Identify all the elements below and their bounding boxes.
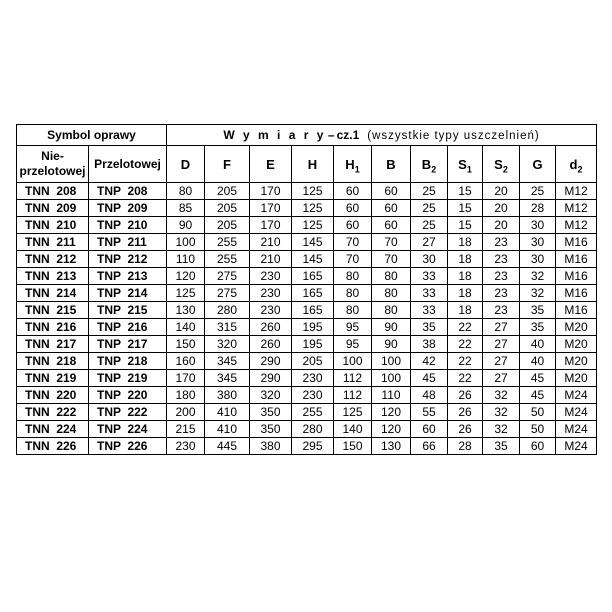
table-row: [17, 200, 597, 217]
cell-value: 160: [167, 353, 205, 370]
dimensions-table: [16, 124, 597, 455]
cell-value: 130: [372, 438, 411, 455]
cell-symbol-tnp: TNP 220: [89, 387, 167, 404]
cell-value: 100: [372, 370, 411, 387]
cell-value: 120: [372, 421, 411, 438]
cell-value: 25: [411, 183, 448, 200]
cell-value: 100: [167, 234, 205, 251]
cell-value: 80: [372, 285, 411, 302]
cell-value: 30: [411, 251, 448, 268]
cell-value: 170: [250, 217, 292, 234]
cell-value: 380: [205, 387, 250, 404]
cell-value: 230: [292, 387, 334, 404]
cell-value: 22: [448, 319, 483, 336]
cell-symbol-tnn: TNN 226: [17, 438, 89, 455]
table-row: [17, 353, 597, 370]
cell-value: 95: [334, 336, 372, 353]
cell-value: 150: [167, 336, 205, 353]
cell-value: 80: [334, 285, 372, 302]
dimensions-dash: –: [327, 128, 335, 142]
table-row: [17, 268, 597, 285]
table-row: [17, 370, 597, 387]
dimensions-title: W y m i a r y: [223, 128, 326, 142]
cell-value: 15: [448, 200, 483, 217]
cell-value: 255: [292, 404, 334, 421]
cell-value: 60: [334, 200, 372, 217]
col-header-przelotowej: Przelotowej: [89, 146, 167, 183]
cell-value: M16: [556, 268, 597, 285]
cell-value: M24: [556, 387, 597, 404]
cell-value: 80: [372, 268, 411, 285]
cell-value: 110: [167, 251, 205, 268]
col-header-dim-subscript: 1: [354, 164, 360, 175]
cell-symbol-tnp: TNP 208: [89, 183, 167, 200]
cell-value: M16: [556, 285, 597, 302]
cell-symbol-tnn: TNN 210: [17, 217, 89, 234]
cell-value: 70: [372, 234, 411, 251]
col-header-nie-line1: Nie-: [41, 149, 64, 163]
col-header-dim: [483, 146, 520, 183]
cell-value: 60: [372, 200, 411, 217]
cell-value: 170: [167, 370, 205, 387]
cell-value: 35: [520, 302, 556, 319]
table-row: [17, 285, 597, 302]
cell-value: 60: [411, 421, 448, 438]
cell-value: 27: [483, 336, 520, 353]
cell-value: 120: [372, 404, 411, 421]
cell-symbol-tnn: TNN 224: [17, 421, 89, 438]
cell-value: M12: [556, 183, 597, 200]
col-header-nie-line2: przelotowej: [19, 164, 86, 178]
cell-value: 290: [250, 353, 292, 370]
col-header-dim-subscript: 1: [466, 164, 472, 175]
cell-value: 20: [483, 200, 520, 217]
cell-value: 260: [250, 319, 292, 336]
cell-value: 60: [372, 217, 411, 234]
cell-value: 70: [372, 251, 411, 268]
cell-value: 210: [250, 251, 292, 268]
cell-value: 27: [483, 353, 520, 370]
col-header-dim-symbol: F: [223, 156, 231, 172]
cell-value: 33: [411, 302, 448, 319]
cell-value: 60: [334, 217, 372, 234]
cell-value: 30: [520, 251, 556, 268]
symbol-header: Symbol oprawy: [17, 125, 167, 146]
cell-symbol-tnn: TNN 211: [17, 234, 89, 251]
cell-value: 205: [292, 353, 334, 370]
cell-value: 70: [334, 251, 372, 268]
cell-symbol-tnp: TNP 211: [89, 234, 167, 251]
cell-symbol-tnn: TNN 220: [17, 387, 89, 404]
col-header-dim-subscript: 2: [502, 164, 508, 175]
cell-value: 180: [167, 387, 205, 404]
cell-value: 280: [205, 302, 250, 319]
cell-value: 165: [292, 285, 334, 302]
cell-value: 20: [483, 183, 520, 200]
cell-value: 27: [411, 234, 448, 251]
cell-value: 18: [448, 302, 483, 319]
dimensions-header: [167, 125, 597, 146]
cell-value: M12: [556, 200, 597, 217]
col-header-dim: [205, 146, 250, 183]
col-header-dim: [250, 146, 292, 183]
cell-value: 22: [448, 370, 483, 387]
cell-value: 350: [250, 421, 292, 438]
cell-value: 23: [483, 285, 520, 302]
cell-value: 230: [250, 302, 292, 319]
cell-value: 255: [205, 234, 250, 251]
cell-value: 170: [250, 200, 292, 217]
cell-symbol-tnp: TNP 215: [89, 302, 167, 319]
cell-value: 32: [520, 285, 556, 302]
cell-value: 205: [205, 183, 250, 200]
cell-value: M20: [556, 353, 597, 370]
cell-value: M24: [556, 438, 597, 455]
cell-value: 22: [448, 336, 483, 353]
cell-value: 345: [205, 370, 250, 387]
cell-symbol-tnp: TNP 212: [89, 251, 167, 268]
col-header-dim: [167, 146, 205, 183]
cell-value: 26: [448, 421, 483, 438]
cell-value: 32: [520, 268, 556, 285]
cell-value: 230: [167, 438, 205, 455]
cell-value: 35: [520, 319, 556, 336]
cell-value: 345: [205, 353, 250, 370]
cell-value: 125: [292, 217, 334, 234]
table-row: [17, 404, 597, 421]
cell-value: 112: [334, 387, 372, 404]
cell-value: 145: [292, 251, 334, 268]
cell-symbol-tnn: TNN 218: [17, 353, 89, 370]
cell-value: 26: [448, 404, 483, 421]
cell-value: 410: [205, 421, 250, 438]
cell-value: 35: [483, 438, 520, 455]
cell-value: 230: [250, 268, 292, 285]
col-header-dim-symbol: G: [532, 156, 543, 172]
cell-value: M12: [556, 217, 597, 234]
table-row: [17, 217, 597, 234]
cell-value: 23: [483, 268, 520, 285]
dimensions-note: (wszystkie typy uszczelnień): [367, 130, 540, 142]
cell-value: 320: [205, 336, 250, 353]
cell-value: 80: [372, 302, 411, 319]
table-row: [17, 387, 597, 404]
cell-value: 32: [483, 421, 520, 438]
cell-value: 210: [250, 234, 292, 251]
col-header-dim-symbol: S: [494, 156, 503, 172]
cell-symbol-tnp: TNP 218: [89, 353, 167, 370]
cell-value: 33: [411, 268, 448, 285]
cell-value: 90: [372, 336, 411, 353]
cell-symbol-tnp: TNP 210: [89, 217, 167, 234]
cell-value: 125: [334, 404, 372, 421]
col-header-dim-symbol: H: [345, 156, 355, 172]
col-header-dim-symbol: B: [421, 156, 432, 172]
cell-value: 40: [520, 336, 556, 353]
col-header-dim-symbol: d: [569, 156, 578, 172]
cell-value: 42: [411, 353, 448, 370]
cell-value: 40: [520, 353, 556, 370]
cell-value: 215: [167, 421, 205, 438]
cell-value: 60: [372, 183, 411, 200]
table-row: [17, 319, 597, 336]
cell-value: 140: [334, 421, 372, 438]
cell-value: 230: [250, 285, 292, 302]
table-body: [17, 183, 597, 455]
cell-value: 30: [520, 234, 556, 251]
cell-value: M20: [556, 370, 597, 387]
cell-value: 45: [411, 370, 448, 387]
cell-value: M24: [556, 404, 597, 421]
cell-value: 150: [334, 438, 372, 455]
dimensions-part: cz.1: [336, 128, 360, 142]
col-header-dim-subscript: 2: [431, 164, 437, 175]
cell-symbol-tnn: TNN 217: [17, 336, 89, 353]
table-row: [17, 183, 597, 200]
cell-value: 170: [250, 183, 292, 200]
cell-value: 30: [520, 217, 556, 234]
cell-symbol-tnp: TNP 217: [89, 336, 167, 353]
col-header-dim-symbol: E: [266, 156, 275, 172]
cell-value: 80: [334, 268, 372, 285]
cell-value: 15: [448, 217, 483, 234]
col-header-dim-symbol: D: [180, 156, 191, 172]
col-header-nieprzelotowej: [17, 146, 89, 183]
cell-value: 410: [205, 404, 250, 421]
cell-symbol-tnp: TNP 214: [89, 285, 167, 302]
cell-symbol-tnp: TNP 219: [89, 370, 167, 387]
cell-value: 125: [292, 183, 334, 200]
cell-value: 145: [292, 234, 334, 251]
col-header-dim: [411, 146, 448, 183]
cell-value: 38: [411, 336, 448, 353]
col-header-dim-symbol: B: [386, 156, 396, 172]
cell-value: 23: [483, 302, 520, 319]
cell-value: 28: [448, 438, 483, 455]
table-row: [17, 421, 597, 438]
cell-value: 45: [520, 370, 556, 387]
cell-value: 125: [292, 200, 334, 217]
table-row: [17, 251, 597, 268]
cell-value: 15: [448, 183, 483, 200]
cell-value: 195: [292, 336, 334, 353]
cell-value: 85: [167, 200, 205, 217]
cell-value: 23: [483, 234, 520, 251]
cell-value: 66: [411, 438, 448, 455]
cell-value: 140: [167, 319, 205, 336]
table-row: [17, 438, 597, 455]
cell-symbol-tnn: TNN 208: [17, 183, 89, 200]
cell-value: 22: [448, 353, 483, 370]
header-row-columns: [17, 146, 597, 183]
cell-value: 50: [520, 404, 556, 421]
table-row: [17, 336, 597, 353]
cell-value: 26: [448, 387, 483, 404]
cell-value: 55: [411, 404, 448, 421]
cell-value: 290: [250, 370, 292, 387]
cell-value: 32: [483, 404, 520, 421]
cell-value: 380: [250, 438, 292, 455]
cell-value: 130: [167, 302, 205, 319]
cell-value: 32: [483, 387, 520, 404]
cell-value: 280: [292, 421, 334, 438]
cell-value: M20: [556, 319, 597, 336]
cell-value: 275: [205, 285, 250, 302]
cell-value: 18: [448, 285, 483, 302]
cell-symbol-tnn: TNN 209: [17, 200, 89, 217]
cell-value: 18: [448, 268, 483, 285]
cell-value: 60: [334, 183, 372, 200]
cell-value: 20: [483, 217, 520, 234]
col-header-dim: [372, 146, 411, 183]
cell-value: 195: [292, 319, 334, 336]
cell-symbol-tnn: TNN 214: [17, 285, 89, 302]
cell-value: 295: [292, 438, 334, 455]
cell-value: 90: [372, 319, 411, 336]
cell-value: M16: [556, 234, 597, 251]
col-header-dim-symbol: H: [307, 156, 318, 172]
cell-symbol-tnn: TNN 222: [17, 404, 89, 421]
cell-value: 25: [520, 183, 556, 200]
header-row-top: [17, 125, 597, 146]
cell-value: 100: [372, 353, 411, 370]
cell-symbol-tnp: TNP 226: [89, 438, 167, 455]
cell-value: 27: [483, 319, 520, 336]
cell-value: 45: [520, 387, 556, 404]
cell-value: 27: [483, 370, 520, 387]
cell-value: 28: [520, 200, 556, 217]
cell-symbol-tnp: TNP 209: [89, 200, 167, 217]
cell-value: 445: [205, 438, 250, 455]
cell-value: 125: [167, 285, 205, 302]
cell-value: 23: [483, 251, 520, 268]
cell-symbol-tnn: TNN 219: [17, 370, 89, 387]
table-row: [17, 302, 597, 319]
cell-value: 350: [250, 404, 292, 421]
cell-value: 112: [334, 370, 372, 387]
cell-value: 200: [167, 404, 205, 421]
cell-value: 165: [292, 268, 334, 285]
cell-symbol-tnn: TNN 212: [17, 251, 89, 268]
cell-symbol-tnn: TNN 213: [17, 268, 89, 285]
col-header-dim: [334, 146, 372, 183]
cell-value: 275: [205, 268, 250, 285]
cell-value: 315: [205, 319, 250, 336]
cell-value: 80: [334, 302, 372, 319]
cell-value: M20: [556, 336, 597, 353]
cell-value: 120: [167, 268, 205, 285]
cell-value: 205: [205, 217, 250, 234]
cell-value: 100: [334, 353, 372, 370]
table-row: [17, 234, 597, 251]
cell-value: M24: [556, 421, 597, 438]
cell-symbol-tnp: TNP 222: [89, 404, 167, 421]
cell-symbol-tnp: TNP 216: [89, 319, 167, 336]
cell-symbol-tnn: TNN 216: [17, 319, 89, 336]
cell-value: 80: [167, 183, 205, 200]
cell-value: 230: [292, 370, 334, 387]
col-header-dim-subscript: 2: [577, 164, 583, 175]
cell-value: 18: [448, 234, 483, 251]
cell-value: 110: [372, 387, 411, 404]
cell-value: M16: [556, 251, 597, 268]
cell-value: 50: [520, 421, 556, 438]
cell-value: 25: [411, 217, 448, 234]
col-header-dim: [520, 146, 556, 183]
cell-value: 320: [250, 387, 292, 404]
cell-value: M16: [556, 302, 597, 319]
cell-value: 205: [205, 200, 250, 217]
cell-value: 18: [448, 251, 483, 268]
cell-value: 60: [520, 438, 556, 455]
cell-value: 90: [167, 217, 205, 234]
cell-value: 165: [292, 302, 334, 319]
cell-value: 35: [411, 319, 448, 336]
cell-symbol-tnn: TNN 215: [17, 302, 89, 319]
cell-symbol-tnp: TNP 224: [89, 421, 167, 438]
cell-value: 70: [334, 234, 372, 251]
col-header-dim-symbol: S: [458, 156, 467, 172]
cell-symbol-tnp: TNP 213: [89, 268, 167, 285]
col-header-dim: [448, 146, 483, 183]
cell-value: 33: [411, 285, 448, 302]
cell-value: 95: [334, 319, 372, 336]
cell-value: 260: [250, 336, 292, 353]
cell-value: 48: [411, 387, 448, 404]
cell-value: 25: [411, 200, 448, 217]
col-header-dim: [292, 146, 334, 183]
col-header-dim: [556, 146, 597, 183]
cell-value: 255: [205, 251, 250, 268]
